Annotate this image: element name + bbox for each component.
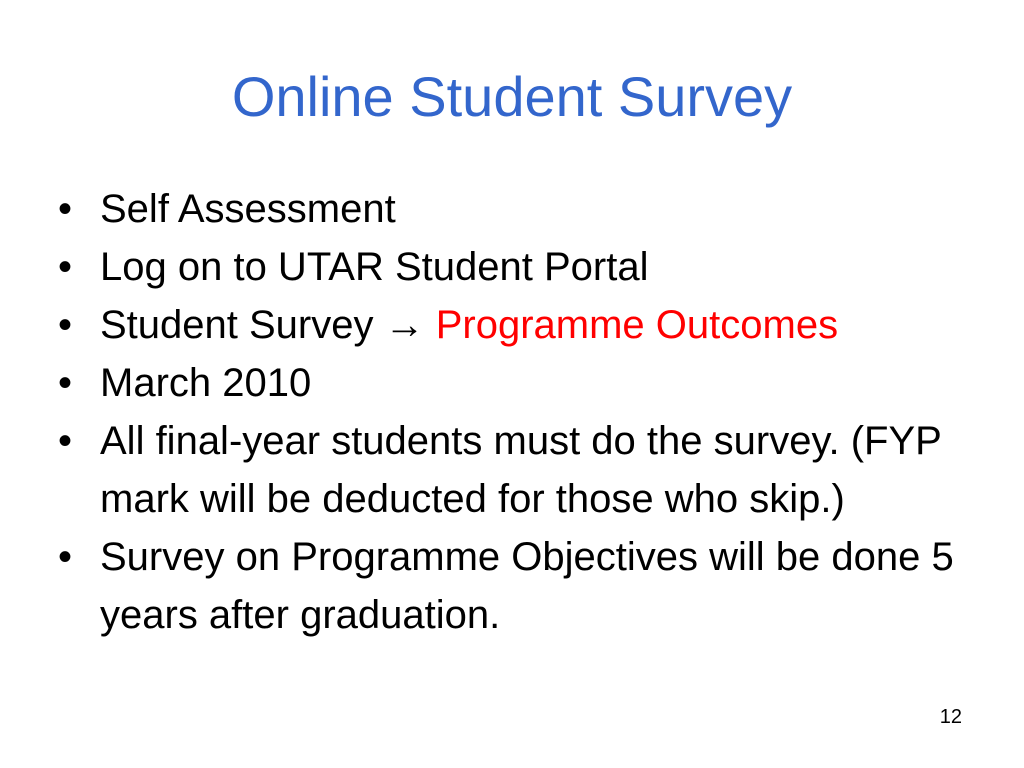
arrow-right-icon: → xyxy=(373,303,436,347)
bullet-text: Survey on Programme Objectives will be done 5 years after graduation. xyxy=(100,535,954,637)
bullet-text: March 2010 xyxy=(100,361,312,405)
bullet-item-log-on xyxy=(56,238,956,296)
bullet-text: Self Assessment xyxy=(100,187,396,231)
bullet-item-objectives xyxy=(56,528,956,644)
bullet-item-final-year xyxy=(56,412,956,528)
bullet-dot-icon: • xyxy=(58,303,73,347)
bullet-text: All final-year students must do the survey. (FYP mark will be deducted for those who skip.) xyxy=(100,419,942,521)
slide-title: Online Student Survey xyxy=(231,65,793,128)
bullet-text: Student Survey xyxy=(100,303,374,347)
bullet-text: Log on to UTAR Student Portal xyxy=(100,245,649,289)
highlight-text: Programme Outcomes xyxy=(435,303,839,347)
bullet-item-student-survey xyxy=(56,296,956,354)
bullet-dot-icon: • xyxy=(58,361,73,405)
bullet-dot-icon: • xyxy=(58,419,73,463)
bullet-dot-icon: • xyxy=(58,535,73,579)
page-number: 12 xyxy=(939,706,962,728)
bullet-list xyxy=(56,180,956,644)
bullet-dot-icon: • xyxy=(58,187,73,231)
bullet-item-self-assessment xyxy=(56,180,956,238)
bullet-item-march xyxy=(56,354,956,412)
bullet-dot-icon: • xyxy=(58,245,73,289)
